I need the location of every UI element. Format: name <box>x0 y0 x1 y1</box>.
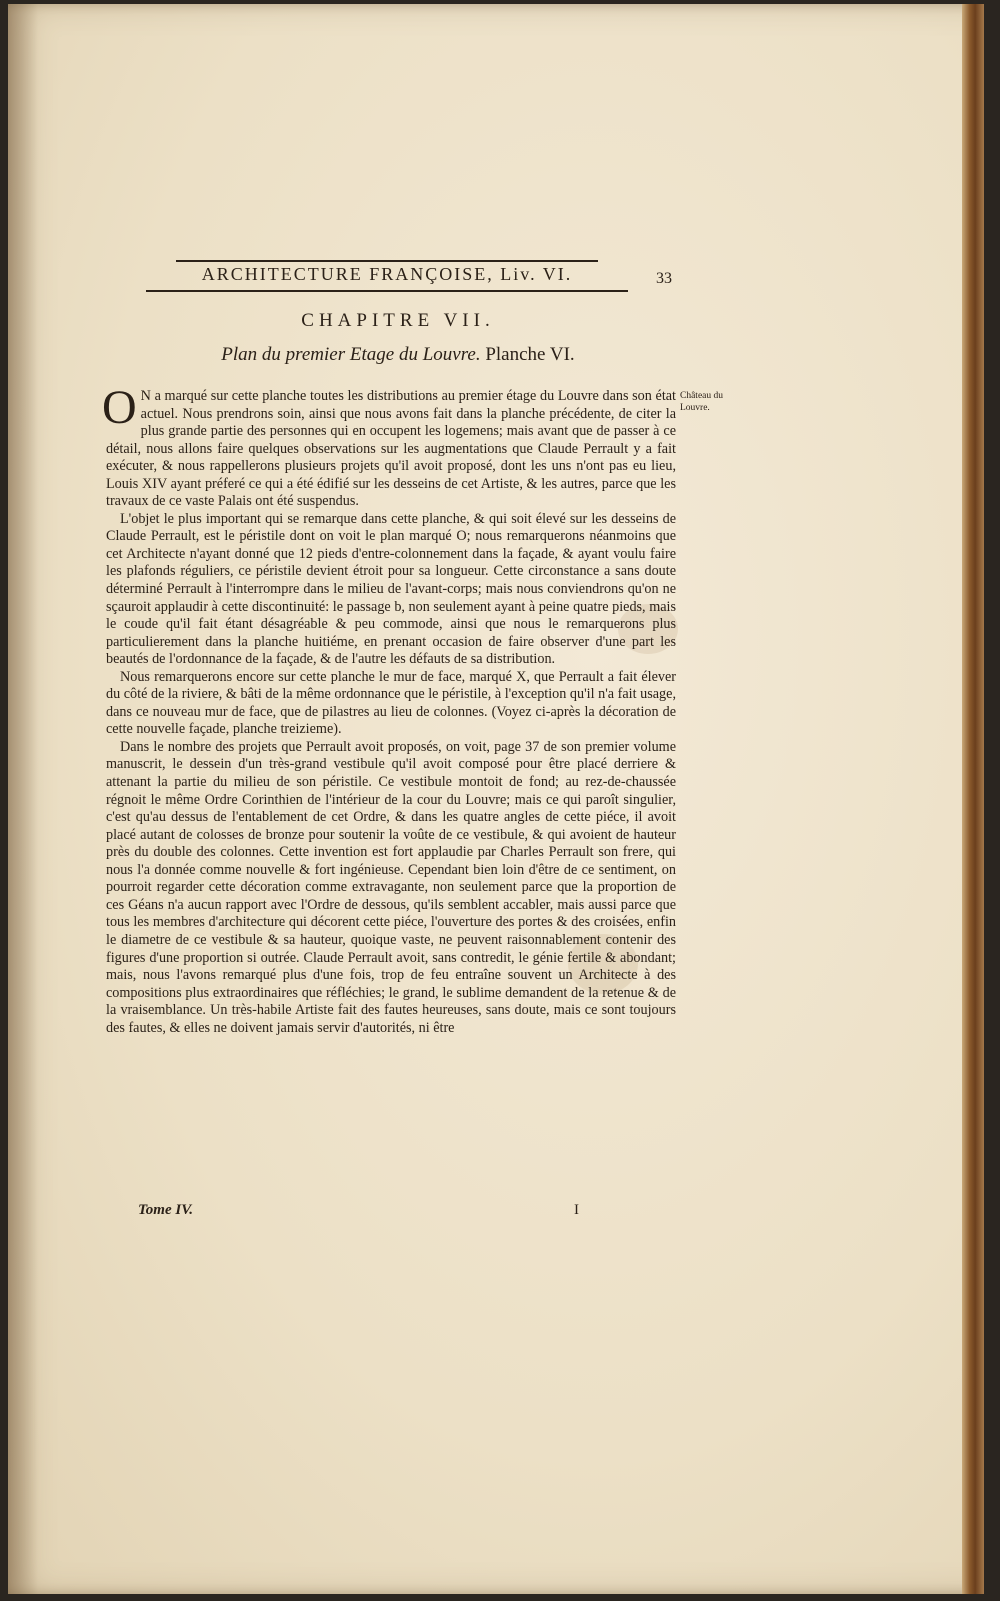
subtitle-plate: Planche VI. <box>485 344 575 365</box>
paragraph: L'objet le plus important qui se remarque dans cette planche, & qui soit élevé sur les desseins de Claude Perrault, est le péristile dont on voit le plan marqué O; nous remarquerons néanmoins que cet Architecte n'ayant donné que 12 pieds d'entre-colonnement dans la façade, & ayant voulu faire les plafonds réguliers, ce péristile devient étroit pour sa longueur. Cette circonstance a sans doute déterminé Perrault à l'interrompre dans le milieu de l'avant-corps; mais nous conviendrons qu'on ne sçauroit applaudir à cette discontinuité: le passage b, non seulement ayant à peine quatre pieds, mais le coude qu'il fait étant désagréable & peu commode, ainsi que nous le remarquerons plus particulierement dans la planche huitiéme, en prenant occasion de faire observer d'une part les beautés de l'ordonnance de la façade, & de l'autre les défauts de sa distribution. <box>106 510 676 668</box>
running-head: ARCHITECTURE FRANÇOISE, Liv. VI. <box>201 264 573 284</box>
body-text <box>102 381 676 1037</box>
marginal-note: Château du Louvre. <box>680 391 724 413</box>
page-edge <box>962 4 984 1594</box>
chapter-title: CHAPITRE VII. <box>301 310 495 331</box>
paragraph: Dans le nombre des projets que Perrault avoit proposés, on voit, page 37 de son premier volume manuscrit, le dessein d'un très-grand vestibule qu'il avoit composé pour être placé derriere & attenant la partie du milieu de son péristile. Ce vestibule montoit de fond; au rez-de-chaussée régnoit le même Ordre Corinthien de l'intérieur de la cour du Louvre; mais ce qui paroît singulier, c'est qu'au dessus de l'entablement de cet Ordre, & dans les quatre angles de cette piéce, il avoit placé autant de colosses de bronze pour soutenir la voûte de ce vestibule, & qui avoient de hauteur près du double des colonnes. Cette invention est fort applaudie par Charles Perrault son frere, qui nous l'a donnée comme nouvelle & fort ingénieuse. Cependant bien loin d'être de ce sentiment, on pourroit regarder cette décoration comme extravagante, non seulement parce que la proportion de ces Géans n'a aucun rapport avec l'Ordre de dessous, qu'ils semblent accabler, mais aussi parce que tous les membres d'architecture qui décorent cette piéce, l'ouverture des portes & des croisées, enfin le diametre de ce vestibule & sa hauteur, quoique vaste, ne peuvent raisonnablement contenir des figures d'une proportion si outrée. Claude Perrault avoit, sans contredit, le génie fertile & abondant; mais, nous l'avons remarqué plus d'une fois, trop de feu entraîne souvent un Architecte à des compositions plus extraordinaires que réfléchies; le grand, le sublime demandent de la retenue & de la vraisemblance. Un très-habile Artiste fait des fautes heureuses, sans doute, mais ce sont toujours des fautes, & elles ne doivent jamais servir d'autorités, ni être <box>106 738 676 1036</box>
paragraph-text: N a marqué sur cette planche toutes les distributions au premier étage du Louvre dans son état actuel. Nous prendrons soin, ainsi que nous avons fait dans la planche précédente, de citer la plus grande partie des personnes qui en occupent les logemens; mais avant que de passer à ce détail, nous allons faire quelques observations sur les augmentations que Claude Perrault y a fait exécuter, & nous rappellerons plusieurs projets qu'il avoit proposé, dont les uns n'ont pas eu lieu, Louis XIV ayant préferé ce qui a été édifié sur les desseins de cet Artiste, & les autres, parce que les travaux de ce vaste Palais ont été suspendus. <box>106 388 676 510</box>
header-rule-top <box>176 260 598 262</box>
spine-shadow <box>8 4 38 1594</box>
paragraph: Nous remarquerons encore sur cette planche le mur de face, marqué X, que Perrault a fait élever du côté de la riviere, & bâti de la même ordonnance que le péristile, à l'exception qu'il n'a fait usage, dans ce nouveau mur de face, que de pilastres au lieu de colonnes. (Voyez ci-après la décoration de cette nouvelle façade, planche treizieme). <box>106 668 676 738</box>
gathering-mark: I <box>574 1202 579 1218</box>
header-rule-bottom <box>146 290 628 292</box>
subtitle-italic: Plan du premier Etage du Louvre. <box>221 344 481 365</box>
page-number: 33 <box>656 270 672 287</box>
chapter-subtitle <box>128 344 668 366</box>
signature-mark: Tome IV. <box>138 1202 194 1218</box>
book-page <box>8 4 984 1594</box>
paragraph <box>102 381 676 511</box>
drop-cap: O <box>102 381 137 434</box>
